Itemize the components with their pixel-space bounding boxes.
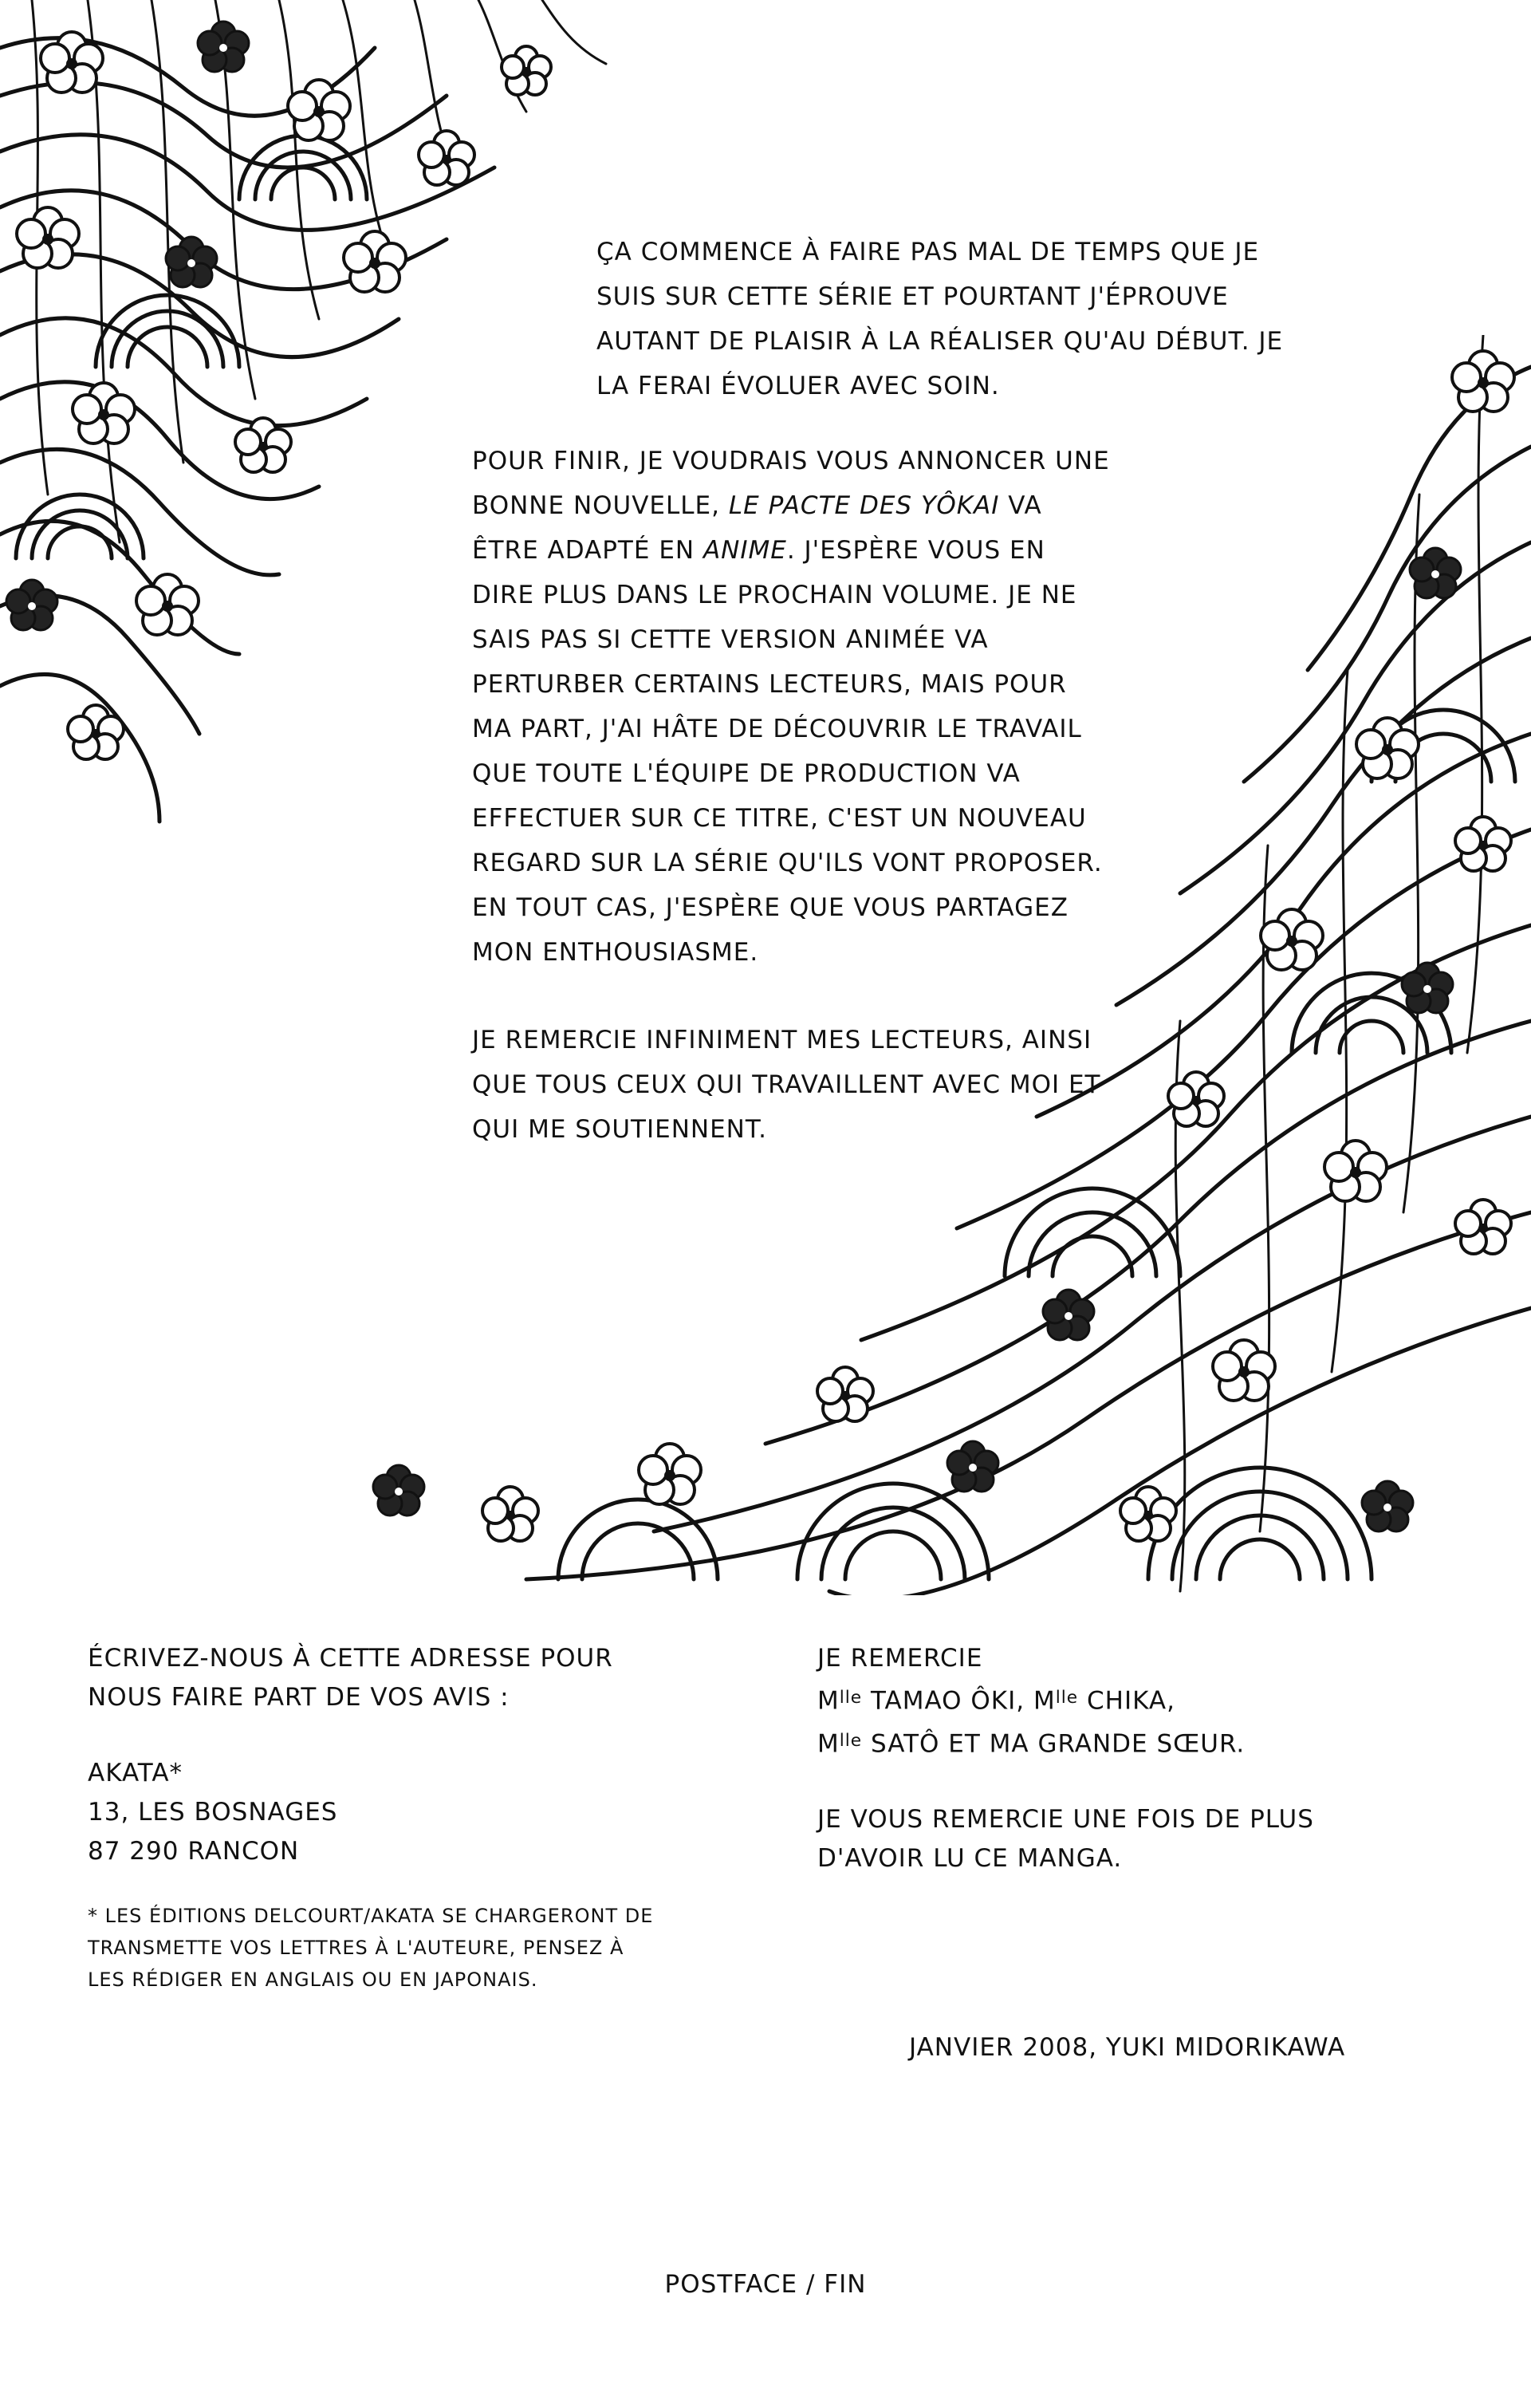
paragraph-1-text: ÇA COMMENCE À FAIRE PAS MAL DE TEMPS QUE JE SUIS SUR CETTE SÉRIE ET POURTANT J'ÉPROUVE AUTANT DE PLAISIR À LA RÉALISER QU'AU DÉBUT. JE LA FERAI ÉVOLUER AVEC SOIN. [596, 238, 1284, 400]
signature: JANVIER 2008, YUKI MIDORIKAWA [909, 2033, 1346, 2062]
thanks-line-2: $M^{lle}$ TAMAO ÔKI, $M^{lle}$ CHIKA, [817, 1686, 1175, 1716]
thanks-block [817, 1639, 1471, 1878]
address-footnote: * LES ÉDITIONS DELCOURT/AKATA SE CHARGERONT DE TRANSMETTE VOS LETTRES À L'AUTEURE, PENSEZ À LES RÉDIGER EN ANGLAIS OU EN JAPONAIS. [88, 1905, 654, 1991]
postface-body [472, 439, 1110, 1152]
postface-end-label: POSTFACE / FIN [664, 2270, 867, 2299]
thanks-again-line-2: D'AVOIR LU CE MANGA. [817, 1844, 1123, 1874]
paragraph-2-start: POUR FINIR, JE VOUDRAIS VOUS ANNONCER UNE BONNE NOUVELLE, [472, 447, 1110, 520]
street-address: 13, LES BOSNAGES [88, 1798, 338, 1827]
city-address: 87 290 RANCON [88, 1837, 300, 1866]
publisher-name: AKATA* [88, 1759, 183, 1787]
paragraph-3-text: JE REMERCIE INFINIMENT MES LECTEURS, AINSI QUE TOUS CEUX QUI TRAVAILLENT AVEC MOI ET QUI ME SOUTIENNENT. [472, 1026, 1101, 1144]
address-intro-line-1: ÉCRIVEZ-NOUS À CETTE ADRESSE POUR [88, 1644, 613, 1673]
address-block [88, 1639, 694, 1871]
anime-word: ANIME [703, 536, 787, 565]
series-title: LE PACTE DES YÔKAI [728, 491, 1000, 520]
thanks-line-3: $M^{lle}$ SATÔ ET MA GRANDE SŒUR. [817, 1729, 1246, 1759]
thanks-line-1: JE REMERCIE [817, 1644, 983, 1673]
paragraph-2-text [472, 439, 1110, 975]
paragraph-2-mid: VA ÊTRE ADAPTÉ EN [472, 491, 1042, 565]
postface-paragraph-1 [596, 230, 1298, 408]
address-intro-line-2: NOUS FAIRE PART DE VOS AVIS : [88, 1683, 510, 1712]
thanks-again-line-1: JE VOUS REMERCIE UNE FOIS DE PLUS [817, 1805, 1314, 1835]
paragraph-2-end: . J'ESPÈRE VOUS EN DIRE PLUS DANS LE PROCHAIN VOLUME. JE NE SAIS PAS SI CETTE VERSION ANIMÉE VA PERTURBER CERTAINS LECTEURS, MAIS POUR MA PART, J'AI HÂTE DE DÉCOUVRIR LE TRAVAIL QUE TOUTE L'ÉQUIPE DE PRODUCTION VA EFFECTUER SUR CE TITRE, C'EST UN NOUVEAU REGARD SUR LA SÉRIE QU'ILS VONT PROPOSER. EN TOUT CAS, J'ESPÈRE QUE VOUS PARTAGEZ MON ENTHOUSIASME. [472, 536, 1103, 967]
